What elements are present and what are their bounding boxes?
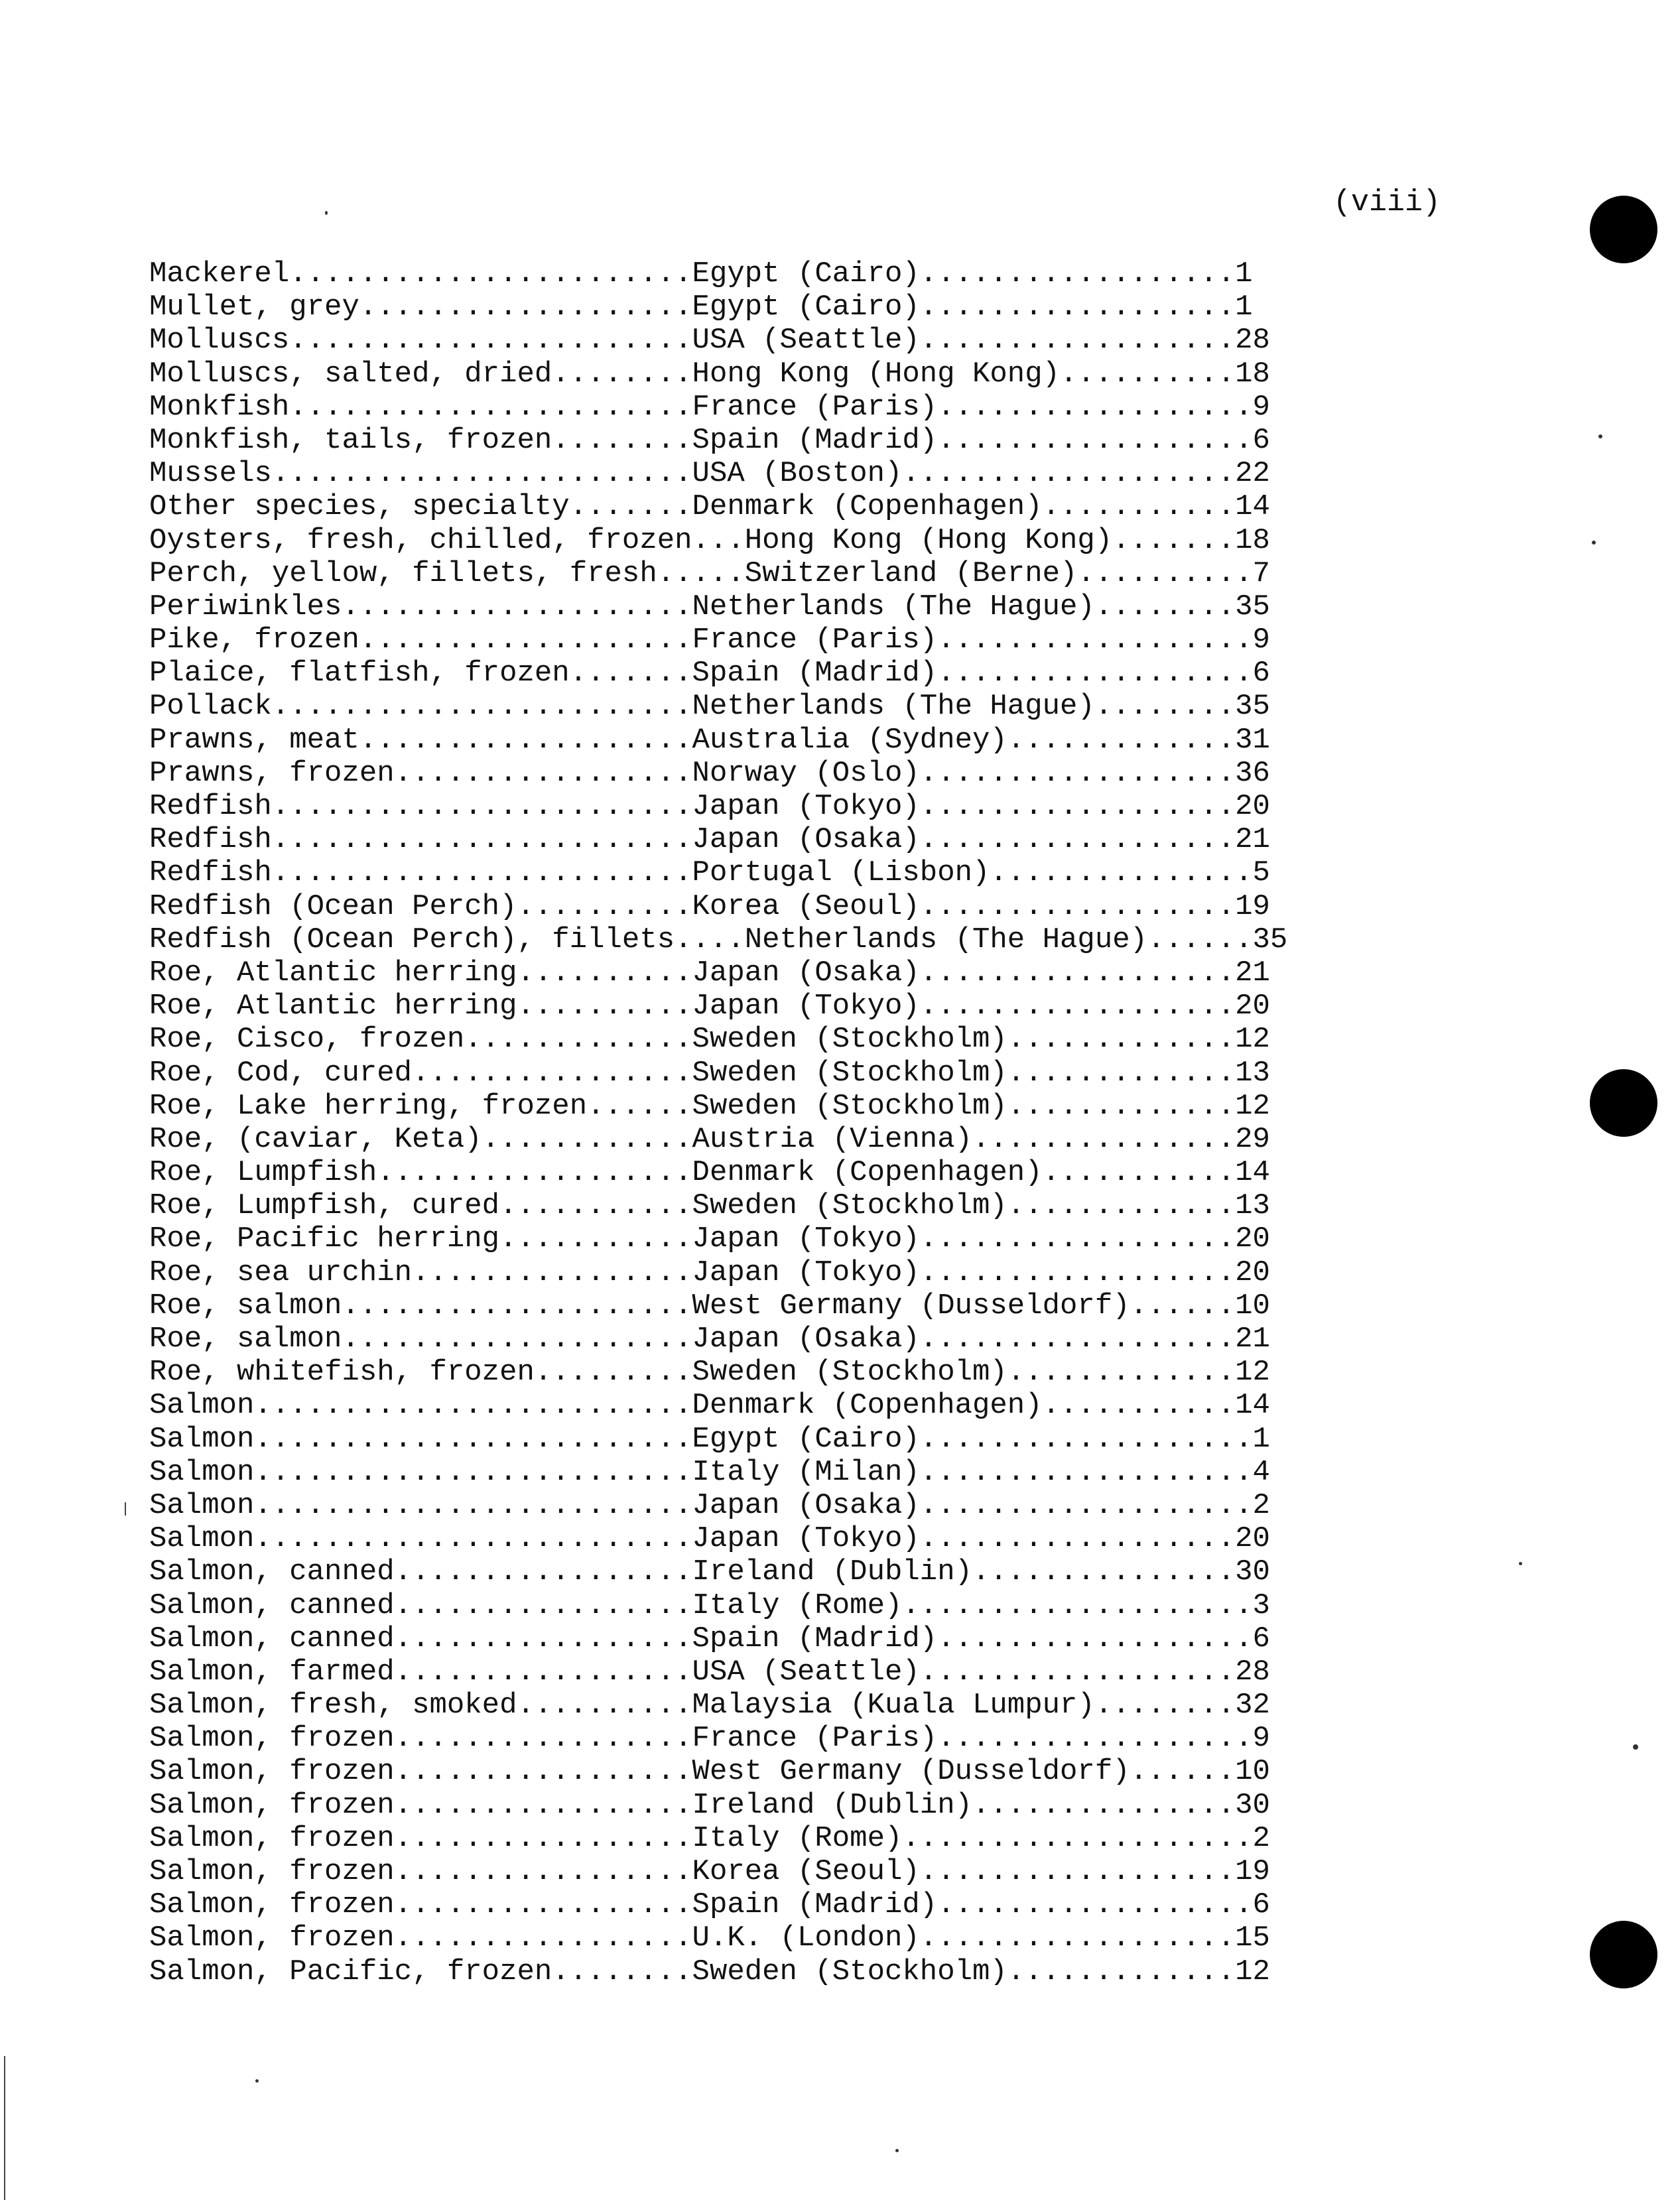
index-row: Salmon, frozen.................France (Paris)..................9 bbox=[149, 1722, 1270, 1756]
index-row: Prawns, frozen.................Norway (Oslo)..................36 bbox=[149, 756, 1270, 790]
index-row: Mackerel.......................Egypt (Cairo)..................1 bbox=[149, 257, 1253, 291]
index-row: Prawns, meat...................Australia (Sydney).............31 bbox=[149, 723, 1270, 757]
scan-edge-mark bbox=[125, 1502, 126, 1516]
index-row: Perch, yellow, fillets, fresh.....Switzerland (Berne)..........7 bbox=[149, 556, 1270, 590]
punch-hole bbox=[1590, 196, 1657, 263]
index-entries bbox=[149, 257, 1476, 1988]
index-row: Periwinkles....................Netherlands (The Hague)........35 bbox=[149, 590, 1270, 623]
scan-speck bbox=[895, 2149, 899, 2152]
index-row: Salmon, frozen.................Spain (Madrid)..................6 bbox=[149, 1888, 1270, 1922]
index-row: Roe, Atlantic herring..........Japan (Tokyo)..................20 bbox=[149, 990, 1270, 1023]
index-row: Salmon, frozen.................U.K. (London)..................15 bbox=[149, 1921, 1270, 1955]
index-row: Mussels........................USA (Boston)...................22 bbox=[149, 457, 1270, 491]
index-row: Molluscs, salted, dried........Hong Kong (Hong Kong)..........18 bbox=[149, 357, 1270, 391]
index-row: Salmon.........................Japan (Tokyo)..................20 bbox=[149, 1522, 1270, 1556]
index-row: Roe, sea urchin................Japan (Tokyo)..................20 bbox=[149, 1256, 1270, 1289]
index-row: Roe, Lumpfish, cured...........Sweden (Stockholm).............13 bbox=[149, 1189, 1270, 1223]
index-row: Salmon, frozen.................Ireland (Dublin)...............30 bbox=[149, 1788, 1270, 1822]
punch-hole bbox=[1590, 1921, 1657, 1988]
index-row: Molluscs.......................USA (Seattle)..................28 bbox=[149, 324, 1270, 357]
index-row: Oysters, fresh, chilled, frozen...Hong Kong (Hong Kong).......18 bbox=[149, 523, 1270, 557]
index-row: Pike, frozen...................France (Paris)..................9 bbox=[149, 623, 1270, 657]
index-row: Pollack........................Netherlands (The Hague)........35 bbox=[149, 690, 1270, 724]
index-row: Roe, salmon....................West Germany (Dusseldorf)......10 bbox=[149, 1289, 1270, 1323]
index-row: Salmon.........................Japan (Osaka)...................2 bbox=[149, 1488, 1270, 1522]
index-row: Other species, specialty.......Denmark (Copenhagen)...........14 bbox=[149, 490, 1270, 524]
index-row: Salmon, frozen.................West Germany (Dusseldorf)......10 bbox=[149, 1755, 1270, 1789]
index-row: Roe, salmon....................Japan (Osaka)..................21 bbox=[149, 1323, 1270, 1356]
index-row: Plaice, flatfish, frozen.......Spain (Madrid)..................6 bbox=[149, 657, 1270, 690]
index-row: Salmon, canned.................Spain (Madrid)..................6 bbox=[149, 1622, 1270, 1655]
index-row: Mullet, grey...................Egypt (Cairo)..................1 bbox=[149, 291, 1253, 324]
index-row: Roe, Pacific herring...........Japan (Tokyo)..................20 bbox=[149, 1222, 1270, 1256]
index-row: Roe, Atlantic herring..........Japan (Osaka)..................21 bbox=[149, 956, 1270, 990]
index-row: Roe, whitefish, frozen.........Sweden (Stockholm).............12 bbox=[149, 1356, 1270, 1390]
index-row: Roe, Cisco, frozen.............Sweden (Stockholm).............12 bbox=[149, 1023, 1270, 1057]
scan-speck bbox=[1598, 434, 1602, 438]
index-row: Redfish........................Japan (Osaka)..................21 bbox=[149, 823, 1270, 857]
index-row: Redfish (Ocean Perch), fillets....Netherlands (The Hague)......35 bbox=[149, 923, 1288, 956]
index-row: Monkfish, tails, frozen........Spain (Madrid)..................6 bbox=[149, 423, 1270, 457]
index-row: Salmon.........................Egypt (Cairo)...................1 bbox=[149, 1422, 1270, 1456]
index-row: Salmon.........................Italy (Milan)...................4 bbox=[149, 1455, 1270, 1489]
index-row: Salmon, frozen.................Italy (Rome)....................2 bbox=[149, 1821, 1270, 1855]
index-row: Salmon, canned.................Italy (Rome)....................3 bbox=[149, 1588, 1270, 1622]
index-row: Roe, Lumpfish..................Denmark (Copenhagen)...........14 bbox=[149, 1156, 1270, 1190]
scan-speck bbox=[255, 2079, 259, 2083]
index-row: Redfish (Ocean Perch)..........Korea (Seoul)..................19 bbox=[149, 889, 1270, 923]
index-row: Salmon, frozen.................Korea (Seoul)..................19 bbox=[149, 1855, 1270, 1888]
index-row: Roe, Lake herring, frozen......Sweden (Stockholm).............12 bbox=[149, 1089, 1270, 1123]
index-row: Salmon, fresh, smoked..........Malaysia (Kuala Lumpur)........32 bbox=[149, 1689, 1270, 1722]
index-row: Roe, (caviar, Keta)............Austria (Vienna)...............29 bbox=[149, 1122, 1270, 1156]
scan-speck bbox=[325, 211, 328, 215]
scan-speck bbox=[1519, 1562, 1522, 1565]
index-row: Salmon, Pacific, frozen........Sweden (Stockholm).............12 bbox=[149, 1955, 1270, 1988]
index-row: Redfish........................Portugal (Lisbon)...............5 bbox=[149, 856, 1270, 890]
punch-hole bbox=[1590, 1069, 1657, 1137]
index-row: Roe, Cod, cured................Sweden (Stockholm).............13 bbox=[149, 1056, 1270, 1090]
scan-edge-mark bbox=[4, 2056, 5, 2200]
index-row: Salmon.........................Denmark (Copenhagen)...........14 bbox=[149, 1389, 1270, 1423]
index-row: Salmon, farmed.................USA (Seattle)..................28 bbox=[149, 1655, 1270, 1689]
scan-speck bbox=[1592, 541, 1596, 545]
page-number: (viii) bbox=[1333, 186, 1441, 220]
scan-speck bbox=[1633, 1744, 1638, 1750]
index-row: Redfish........................Japan (Tokyo)..................20 bbox=[149, 790, 1270, 823]
index-row: Salmon, canned.................Ireland (Dublin)...............30 bbox=[149, 1555, 1270, 1589]
index-row: Monkfish.......................France (Paris)..................9 bbox=[149, 390, 1270, 424]
